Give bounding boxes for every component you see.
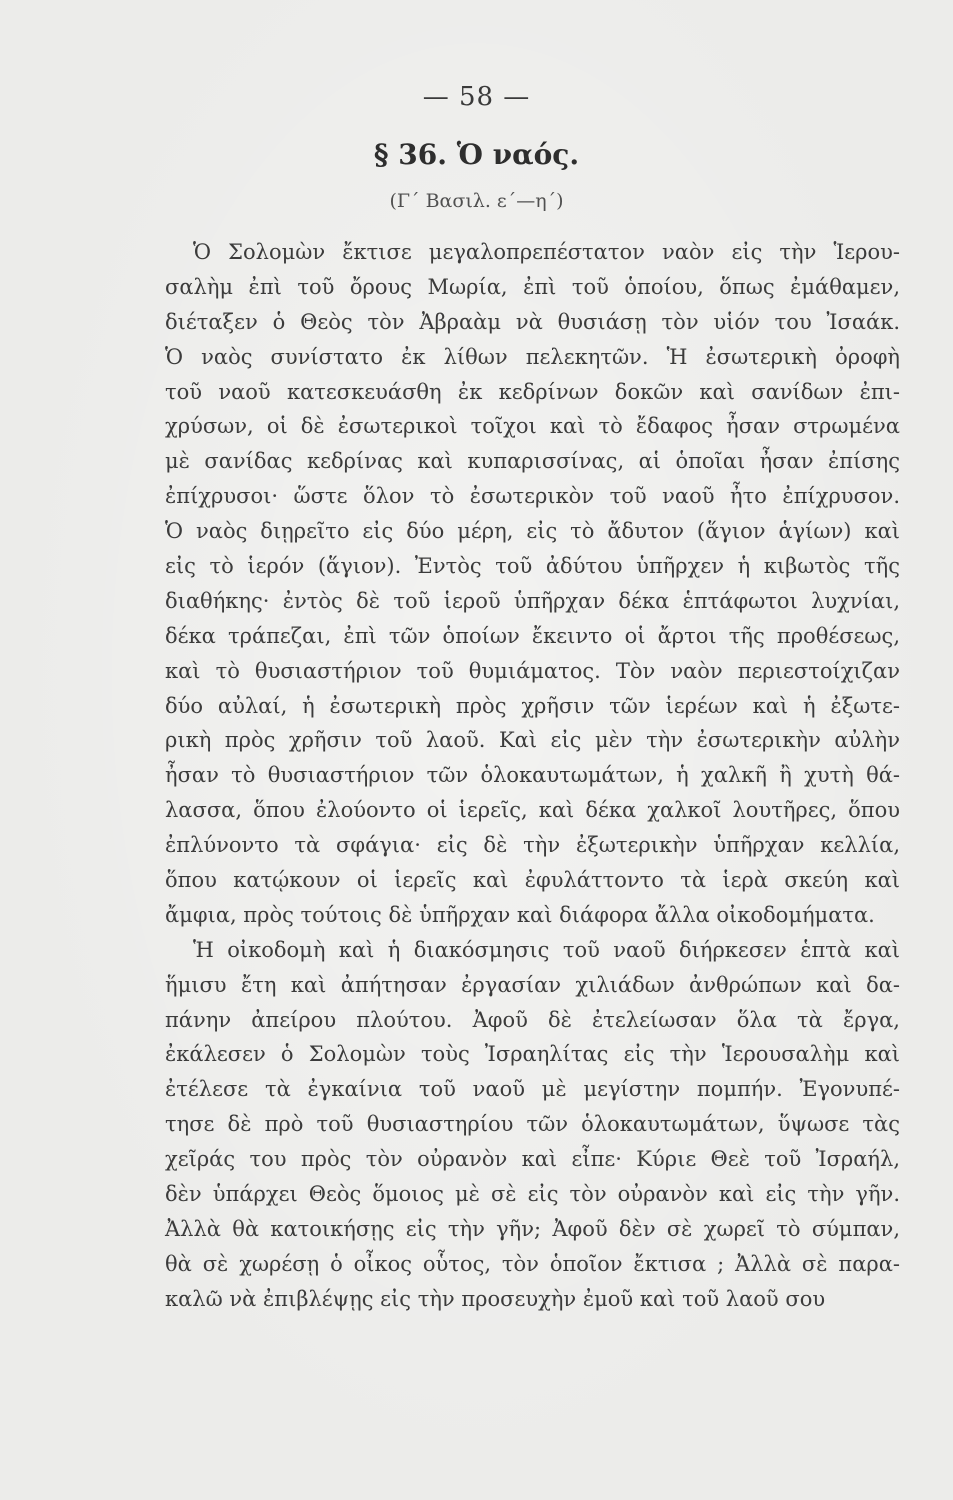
section-title: § 36. Ὁ ναός. bbox=[373, 138, 580, 171]
text-line: ρικὴ πρὸς χρῆσιν τοῦ λαοῦ. Καὶ εἰς μὲν τὴν ἐσωτερικὴν αὐλὴν bbox=[165, 728, 900, 753]
paragraph bbox=[165, 933, 900, 1317]
text-line: ἐπίχρυσοι· ὥστε ὅλον τὸ ἐσωτερικὸν τοῦ ναοῦ ἦτο ἐπίχρυσον. bbox=[165, 484, 900, 509]
text-line: μὲ σανίδας κεδρίνας καὶ κυπαρισσίνας, αἱ ὁποῖαι ἦσαν ἐπίσης bbox=[165, 449, 900, 474]
text-line: ἄμφια, πρὸς τούτοις δὲ ὑπῆρχαν καὶ διάφορα ἄλλα οἰκοδομήματα. bbox=[165, 902, 875, 927]
text-line: ἐτέλεσε τὰ ἐγκαίνια τοῦ ναοῦ μὲ μεγίστην πομπήν. Ἐγονυπέ- bbox=[165, 1077, 900, 1102]
text-line: διαθήκης· ἐντὸς δὲ τοῦ ἱεροῦ ὑπῆρχαν δέκα ἑπτάφωτοι λυχνίαι, bbox=[165, 588, 900, 613]
text-line: δέκα τράπεζαι, ἐπὶ τῶν ὁποίων ἔκειντο οἱ ἄρτοι τῆς προθέσεως, bbox=[165, 623, 900, 648]
scripture-reference: (Γ΄ Βασιλ. ε΄—η΄) bbox=[389, 190, 564, 212]
text-line: χρύσων, οἱ δὲ ἐσωτερικοὶ τοῖχοι καὶ τὸ ἔδαφος ἦσαν στρωμένα bbox=[165, 414, 900, 439]
text-line: διέταξεν ὁ Θεὸς τὸν Ἀβραὰμ νὰ θυσιάσῃ τὸν υἱόν του Ἰσαάκ. bbox=[165, 309, 900, 334]
text-line: καὶ τὸ θυσιαστήριον τοῦ θυμιάματος. Τὸν ναὸν περιεστοίχιζαν bbox=[165, 658, 900, 683]
text-line: λασσα, ὅπου ἐλούοντο οἱ ἱερεῖς, καὶ δέκα χαλκοῖ λουτῆρες, ὅπου bbox=[165, 798, 900, 823]
text-line: Ὁ ναὸς διῃρεῖτο εἰς δύο μέρη, εἰς τὸ ἄδυτον (ἅγιον ἁγίων) καὶ bbox=[165, 519, 900, 544]
body-text bbox=[165, 235, 900, 1317]
text-line: σαλὴμ ἐπὶ τοῦ ὄρους Μωρία, ἐπὶ τοῦ ὁποίου, ὅπως ἐμάθαμεν, bbox=[165, 274, 900, 299]
text-line: τησε δὲ πρὸ τοῦ θυσιαστηρίου τῶν ὁλοκαυτωμάτων, ὕψωσε τὰς bbox=[165, 1112, 900, 1137]
text-line: ἥμισυ ἔτη καὶ ἀπήτησαν ἐργασίαν χιλιάδων ἀνθρώπων καὶ δα- bbox=[165, 972, 900, 997]
text-line: εἰς τὸ ἱερόν (ἅγιον). Ἐντὸς τοῦ ἀδύτου ὑπῆρχεν ἡ κιβωτὸς τῆς bbox=[165, 554, 900, 579]
paragraph bbox=[165, 235, 900, 933]
text-line: δὲν ὑπάρχει Θεὸς ὅμοιος μὲ σὲ εἰς τὸν οὐρανὸν καὶ εἰς τὴν γῆν. bbox=[165, 1182, 900, 1207]
page-number: — 58 — bbox=[422, 82, 531, 112]
text-line: ὅπου κατῴκουν οἱ ἱερεῖς καὶ ἐφυλάττοντο τὰ ἱερὰ σκεύη καὶ bbox=[165, 868, 900, 893]
text-line: Ἀλλὰ θὰ κατοικήσῃς εἰς τὴν γῆν; Ἀφοῦ δὲν σὲ χωρεῖ τὸ σύμπαν, bbox=[165, 1216, 900, 1241]
text-line: πάνην ἀπείρου πλούτου. Ἀφοῦ δὲ ἐτελείωσαν ὅλα τὰ ἔργα, bbox=[165, 1007, 900, 1032]
text-line: Ἡ οἰκοδομὴ καὶ ἡ διακόσμησις τοῦ ναοῦ διήρκεσεν ἑπτὰ καὶ bbox=[193, 937, 900, 962]
text-line: χεῖράς του πρὸς τὸν οὐρανὸν καὶ εἶπε· Κύριε Θεὲ τοῦ Ἰσραήλ, bbox=[165, 1147, 900, 1172]
text-line: ἐκάλεσεν ὁ Σολομὼν τοὺς Ἰσραηλίτας εἰς τὴν Ἱερουσαλὴμ καὶ bbox=[165, 1042, 900, 1067]
text-line: ἦσαν τὸ θυσιαστήριον τῶν ὁλοκαυτωμάτων, ἡ χαλκῆ ἢ χυτὴ θά- bbox=[165, 763, 900, 788]
text-line: θὰ σὲ χωρέσῃ ὁ οἶκος οὗτος, τὸν ὁποῖον ἔκτισα ; Ἀλλὰ σὲ παρα- bbox=[165, 1251, 900, 1276]
text-line: ἐπλύνοντο τὰ σφάγια· εἰς δὲ τὴν ἐξωτερικὴν ὑπῆρχαν κελλία, bbox=[165, 833, 900, 858]
text-line: τοῦ ναοῦ κατεσκευάσθη ἐκ κεδρίνων δοκῶν καὶ σανίδων ἐπι- bbox=[165, 379, 900, 404]
text-line: Ὁ ναὸς συνίστατο ἐκ λίθων πελεκητῶν. Ἡ ἐσωτερικὴ ὀροφὴ bbox=[165, 344, 900, 369]
text-line: καλῶ νὰ ἐπιβλέψῃς εἰς τὴν προσευχὴν ἐμοῦ καὶ τοῦ λαοῦ σου bbox=[165, 1286, 826, 1311]
text-line: δύο αὐλαί, ἡ ἐσωτερικὴ πρὸς χρῆσιν τῶν ἱερέων καὶ ἡ ἐξωτε- bbox=[165, 693, 900, 718]
text-line: Ὁ Σολομὼν ἔκτισε μεγαλοπρεπέστατον ναὸν εἰς τὴν Ἱερου- bbox=[193, 240, 900, 264]
